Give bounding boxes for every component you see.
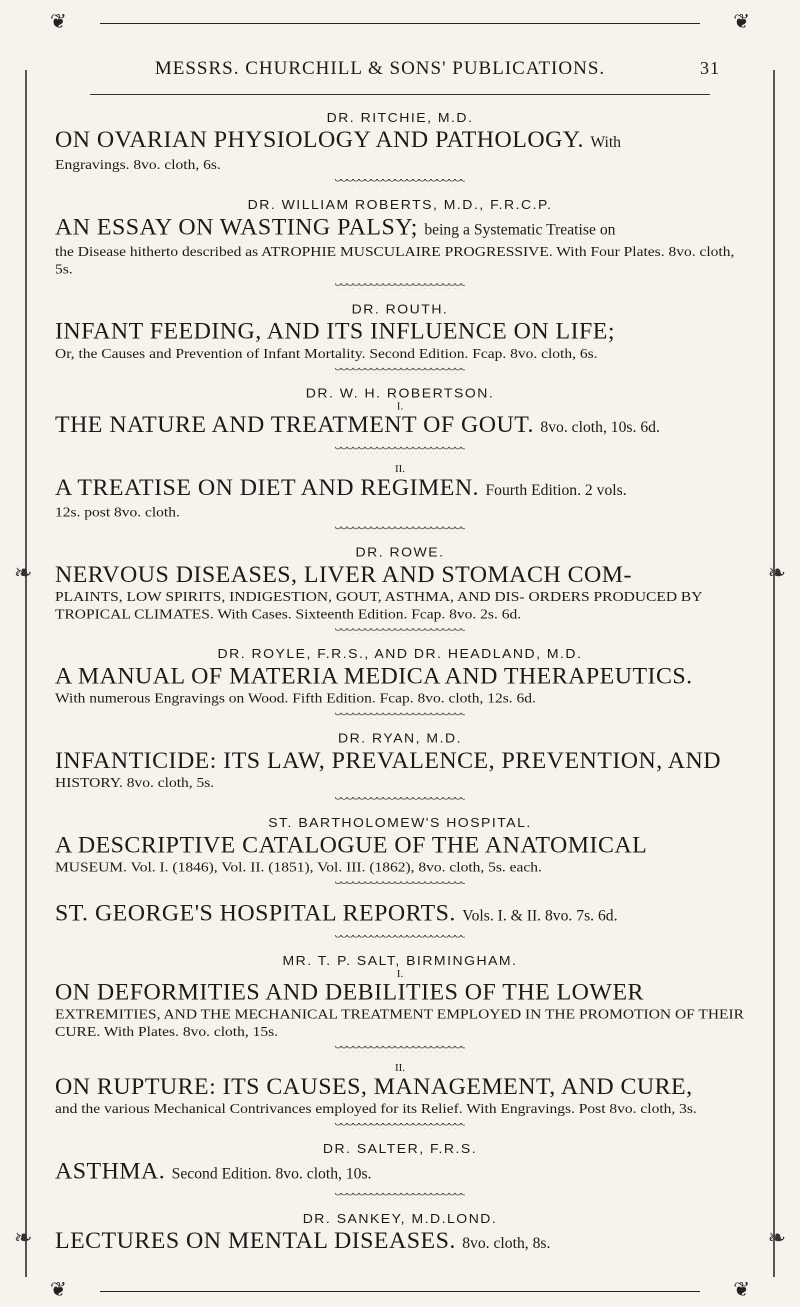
wavy-divider: [335, 1046, 465, 1051]
running-head-title: MESSRS. CHURCHILL & SONS' PUBLICATIONS.: [154, 58, 606, 79]
catalogue-entry: [55, 815, 745, 887]
left-border: [25, 70, 27, 1277]
wavy-divider: [335, 935, 465, 940]
side-ornament-icon: ❧: [14, 1225, 33, 1250]
wavy-divider: [335, 713, 465, 718]
entry-description: HISTORY. 8vo. cloth, 5s.: [55, 775, 215, 791]
entry-number: II.: [394, 463, 406, 475]
wavy-divider: [335, 1193, 465, 1198]
entry-author: DR. SANKEY, M.D.LOND.: [302, 1211, 498, 1226]
catalogue-entry: [55, 545, 745, 634]
entry-description: With numerous Engravings on Wood. Fifth Edition. Fcap. 8vo. cloth, 12s. 6d.: [55, 690, 536, 707]
fleuron-icon: ❦: [733, 1279, 750, 1301]
wavy-divider: [335, 1123, 465, 1128]
wavy-divider: [335, 283, 465, 288]
entry-title-text: AN ESSAY ON WASTING PALSY;: [55, 213, 418, 240]
entry-title: [55, 1073, 693, 1100]
catalogue-entry: [55, 1141, 745, 1198]
entry-title-text: ON OVARIAN PHYSIOLOGY AND PATHOLOGY.: [55, 126, 584, 153]
rule-line: [100, 1291, 700, 1292]
right-border: [773, 70, 775, 1277]
entry-description: 12s. post 8vo. cloth.: [55, 504, 180, 521]
side-ornament-icon: ❧: [14, 560, 33, 585]
entry-title-text: A DESCRIPTIVE CATALOGUE OF THE ANATOMICAL: [55, 831, 648, 858]
entry-title-text: LECTURES ON MENTAL DISEASES.: [55, 1227, 456, 1254]
entry-title: [55, 979, 690, 1006]
fleuron-icon: ❦: [50, 11, 67, 33]
entry-title-text: NERVOUS DISEASES, LIVER AND STOMACH COM-: [55, 561, 632, 588]
entry-description: Or, the Causes and Prevention of Infant Mortality. Second Edition. Fcap. 8vo. cloth, 6s.: [55, 345, 598, 362]
entry-author: DR. ROWE.: [355, 544, 445, 560]
entry-title: [55, 662, 693, 690]
entry-description: Engravings. 8vo. cloth, 6s.: [55, 157, 221, 173]
entry-author: DR. RITCHIE, M.D.: [326, 110, 474, 125]
footer-rule: [50, 1279, 750, 1302]
entry-title: [55, 1157, 690, 1187]
entry-title: [55, 832, 690, 859]
wavy-divider: [335, 368, 465, 373]
entry-title: [55, 213, 690, 243]
entry-title: [55, 474, 690, 504]
rule-line: [100, 23, 700, 24]
entry-title-text: ON RUPTURE: ITS CAUSES, MANAGEMENT, AND CURE,: [55, 1073, 693, 1100]
entry-title-text: INFANTICIDE: ITS LAW, PREVALENCE, PREVENTION, AND: [55, 747, 722, 774]
entry-author: MR. T. P. SALT, BIRMINGHAM.: [282, 953, 518, 968]
entry-title: [55, 747, 722, 774]
catalogue-entry: [55, 465, 745, 532]
wavy-divider: [335, 447, 465, 452]
entry-number: II.: [394, 1063, 406, 1074]
entry-author: DR. ROUTH.: [351, 301, 449, 317]
entry-description: EXTREMITIES, AND THE MECHANICAL TREATMENT EMPLOYED IN THE PROMOTION OF THEIR CURE. With Plates. 8vo. cloth, 15s.: [55, 1006, 745, 1040]
entry-author: DR. W. H. ROBERTSON.: [305, 385, 495, 401]
entry-number: I.: [396, 401, 404, 413]
catalogue-entry: [55, 197, 745, 289]
entry-title-text: A TREATISE ON DIET AND REGIMEN.: [55, 473, 480, 501]
wavy-divider: [335, 179, 465, 184]
entry-description: PLAINTS, LOW SPIRITS, INDIGESTION, GOUT, ASTHMA, AND DIS- ORDERS PRODUCED BY TROPICAL CLIMATES. With Cases. Sixteenth Edition. Fcap. 8vo. 2s. 6d.: [55, 589, 702, 622]
catalogue-entry: [55, 1064, 745, 1128]
entry-description: the Disease hitherto described as ATROPHIE MUSCULAIRE PROGRESSIVE. With Four Plates. 8vo. cloth, 5s.: [55, 244, 735, 278]
head-rule: [90, 94, 710, 95]
fleuron-icon: ❦: [50, 1279, 67, 1301]
entry-author: ST. BARTHOLOMEW'S HOSPITAL.: [268, 815, 532, 830]
entry-title-text: THE NATURE AND TREATMENT OF GOUT.: [55, 411, 534, 438]
side-ornament-icon: ❧: [767, 560, 786, 585]
fleuron-icon: ❦: [733, 11, 750, 33]
entry-title-text: ON DEFORMITIES AND DEBILITIES OF THE LOWER: [55, 978, 644, 1005]
wavy-divider: [335, 628, 465, 633]
entry-title: [55, 1227, 690, 1257]
header-rule: [50, 11, 750, 34]
wavy-divider: [335, 527, 465, 532]
entry-title-tail: Second Edition. 8vo. cloth, 10s.: [171, 1164, 372, 1182]
entry-title-tail: being a Systematic Treatise on: [424, 220, 616, 238]
entry-title-tail: Fourth Edition. 2 vols.: [485, 481, 627, 499]
entry-title-tail: Vols. I. & II. 8vo. 7s. 6d.: [462, 906, 618, 925]
entry-title: [55, 126, 690, 156]
side-ornament-icon: ❧: [767, 1225, 786, 1250]
entry-description: MUSEUM. Vol. I. (1846), Vol. II. (1851), Vol. III. (1862), 8vo. cloth, 5s. each.: [55, 859, 542, 876]
entry-author: DR. SALTER, F.R.S.: [322, 1141, 478, 1156]
entry-title: [55, 561, 690, 588]
entry-title: [55, 411, 690, 441]
entry-author: DR. WILLIAM ROBERTS, M.D., F.R.C.P.: [247, 197, 553, 212]
entry-title-tail: With: [590, 133, 622, 151]
entry-title-text: ST. GEORGE'S HOSPITAL REPORTS.: [55, 899, 456, 926]
entry-author: DR. ROYLE, F.R.S., AND DR. HEADLAND, M.D.: [217, 646, 583, 661]
running-head: [90, 58, 720, 80]
entry-title-text: ASTHMA.: [55, 1157, 166, 1184]
entry-number: I.: [396, 968, 404, 980]
entry-title-tail: 8vo. cloth, 10s. 6d.: [540, 418, 660, 436]
catalogue-entry: [55, 110, 745, 184]
page-number: 31: [700, 58, 720, 78]
catalogue-entry: [55, 646, 745, 718]
wavy-divider: [335, 797, 465, 802]
catalogue-entry: [55, 953, 745, 1051]
entry-title-tail: 8vo. cloth, 8s.: [462, 1234, 551, 1252]
catalogue-entry: [55, 302, 745, 374]
catalogue-entry: [55, 731, 745, 803]
entry-title-text: A MANUAL OF MATERIA MEDICA AND THERAPEUTICS.: [55, 662, 693, 690]
catalogue-entry: [55, 1211, 745, 1257]
catalogue-entry: [55, 386, 745, 452]
entry-title-text: INFANT FEEDING, AND ITS INFLUENCE ON LIFE;: [55, 317, 615, 345]
wavy-divider: [335, 882, 465, 887]
entries-list: [55, 110, 745, 1270]
catalogue-entry: [55, 900, 745, 941]
entry-author: DR. RYAN, M.D.: [338, 730, 462, 746]
entry-title: [55, 900, 690, 930]
entry-description: and the various Mechanical Contrivances employed for its Relief. With Engravings. Post 8vo. cloth, 3s.: [55, 1101, 697, 1117]
entry-title: [55, 318, 690, 345]
